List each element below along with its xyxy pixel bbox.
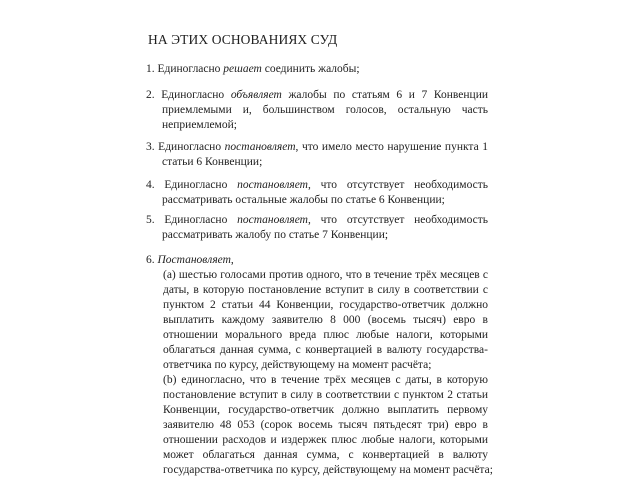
subparagraph-a-line: (а) шестью голосами против одного, что в течение трёх месяцев с [163, 269, 488, 281]
subparagraph-b-line: (b) единогласно, что в течение трёх месяцев с даты, в которую [163, 374, 488, 386]
document-heading: НА ЭТИХ ОСНОВАНИЯХ СУД [148, 32, 338, 47]
subparagraph-a-line: даты, в которую постановление вступит в силу в соответствии с [163, 284, 488, 296]
text-line: 6. Постановляет, [146, 254, 234, 266]
text-line: рассматривать жалобу по статье 7 Конвенции; [162, 229, 389, 241]
operative-item-2 [146, 88, 488, 133]
operative-item-6 [146, 253, 493, 478]
subparagraph-b-line: государства-ответчика по курсу, действующему на момент расчёта; [163, 464, 493, 476]
subparagraph-a-line: пунктом 2 статьи 44 Конвенции, государство-ответчик должно [163, 299, 488, 311]
text-line: 4. Единогласно постановляет, что отсутствует необходимость [146, 179, 488, 191]
subparagraph-a-line: облагаться данная сумма, с конвертацией в валюту государства- [163, 344, 488, 356]
subparagraph-b-line: отношении расходов и издержек плюс любые налоги, которыми [163, 434, 488, 446]
subparagraph-a-line: выплатить каждому заявителю 8 000 (восемь тысяч) евро в [163, 314, 488, 326]
subparagraph-b-line: заявителю 48 053 (сорок восемь тысяч пятьдесят три) евро в [163, 419, 488, 431]
subparagraph-a-line: ответчика по курсу, действующему на момент расчёта; [163, 359, 432, 371]
subparagraph-a-line: отношении морального вреда плюс любые налоги, которыми [163, 329, 488, 341]
text-line: неприемлемой; [162, 119, 237, 131]
text-line: статьи 6 Конвенции; [162, 156, 263, 168]
operative-item-3 [146, 140, 488, 170]
text-line: 2. Единогласно объявляет жалобы по статьям 6 и 7 Конвенции [146, 89, 488, 101]
text-line: 5. Единогласно постановляет, что отсутствует необходимость [146, 214, 488, 226]
subparagraph-b-line: Конвенции, государство-ответчик должно выплатить первому [163, 404, 488, 416]
operative-item-5 [146, 213, 488, 243]
operative-item-1 [146, 62, 488, 77]
text-line: приемлемыми и, большинством голосов, остальную часть [162, 104, 488, 116]
text-line: рассматривать остальные жалобы по статье 6 Конвенции; [162, 194, 445, 206]
subparagraph-b-line: постановление вступит в силу в соответствии с пунктом 2 статьи [163, 389, 488, 401]
operative-item-4 [146, 178, 488, 208]
text-line: 3. Единогласно постановляет, что имело место нарушение пункта 1 [146, 141, 488, 153]
text-line: 1. Единогласно решает соединить жалобы; [146, 63, 360, 75]
subparagraph-b-line: может облагаться данная сумма, с конвертацией в валюту [163, 449, 488, 461]
